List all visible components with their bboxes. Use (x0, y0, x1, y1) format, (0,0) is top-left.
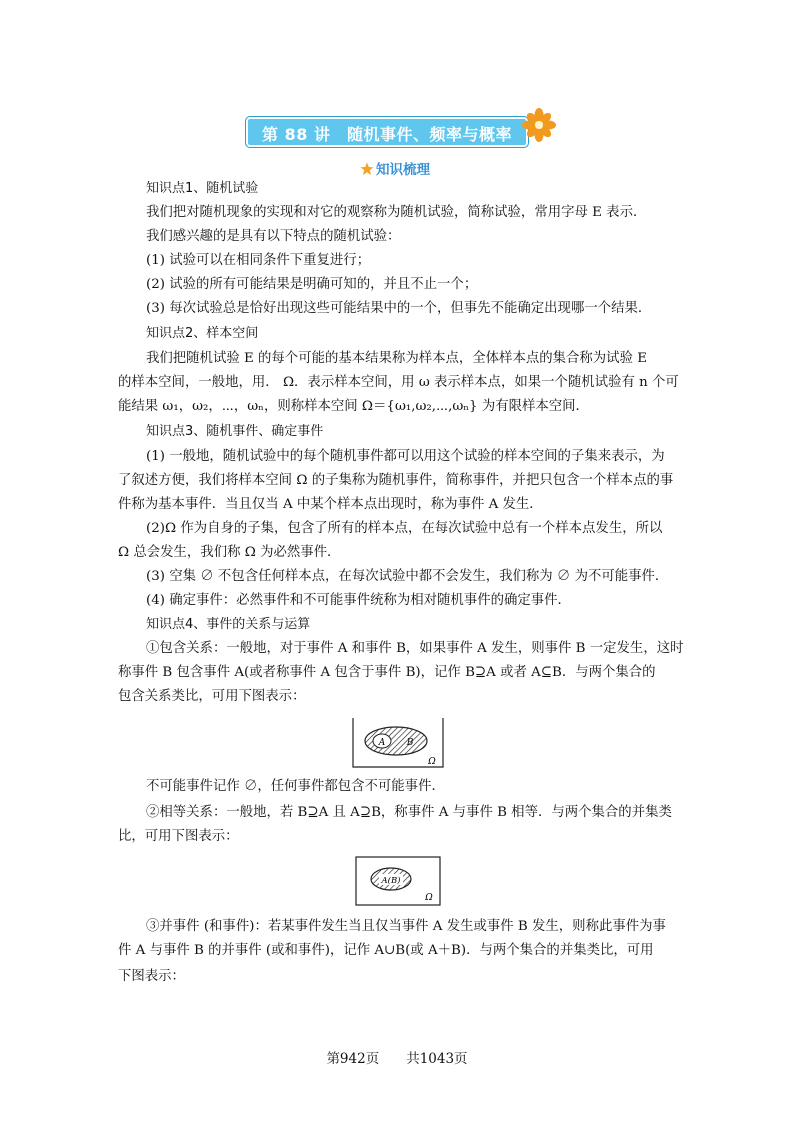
paragraph: 我们感兴趣的是具有以下特点的随机试验： (146, 229, 401, 244)
paragraph: 称事件 B 包含事件 A(或者称事件 A 包含于事件 B)，记作 B⊇A 或者 A⊆B．与两个集合的 (118, 665, 656, 680)
star-icon (360, 162, 374, 176)
paragraph: 了叙述方便，我们将样本空间 Ω 的子集称为随机事件，简称事件，并把只包含一个样本点的事 (118, 473, 674, 488)
paragraph: 件 A 与事件 B 的并事件 (或和事件)，记作 A∪B(或 A＋B)．与两个集合的并集类比，可用 (118, 943, 654, 958)
knowledge-point-4-title: 知识点4、事件的关系与运算 (146, 617, 311, 632)
paragraph: (3) 空集 ∅ 不包含任何样本点，在每次试验中都不会发生，我们称为 ∅ 为不可能事件． (146, 569, 669, 584)
paragraph: 不可能事件记作 ∅，任何事件都包含不可能事件． (146, 779, 445, 794)
paragraph: ②相等关系：一般地，若 B⊇A 且 A⊇B，称事件 A 与事件 B 相等．与两个集合的并集类 (146, 805, 672, 820)
omega-label: Ω (428, 757, 436, 767)
paragraph: Ω 总会发生，我们称 Ω 为必然事件． (118, 545, 341, 560)
lecture-title: 第 88 讲 随机事件、频率与概率 (262, 125, 512, 144)
paragraph: ③并事件 (和事件)：若某事件发生当且仅当事件 A 发生或事件 B 发生，则称此事件为事 (146, 919, 666, 934)
venn-diagram-inclusion (352, 716, 444, 768)
list-item: (3) 每次试验总是恰好出现这些可能结果中的一个，但事先不能确定出现哪一个结果． (146, 301, 652, 316)
paragraph: (4) 确定事件：必然事件和不可能事件统称为相对随机事件的确定事件． (146, 593, 571, 608)
paragraph: 我们把对随机现象的实现和对它的观察称为随机试验，简称试验，常用字母 E 表示． (146, 205, 647, 220)
paragraph: 包含关系类比，可用下图表示： (118, 689, 306, 704)
knowledge-point-1-title: 知识点1、随机试验 (146, 181, 259, 196)
flower-icon (522, 108, 556, 142)
set-a-label: A (378, 738, 386, 748)
paragraph: 我们把随机试验 E 的每个可能的基本结果称为样本点，全体样本点的集合称为试验 E (146, 351, 647, 366)
list-item: (1) 试验可以在相同条件下重复进行； (146, 253, 371, 268)
lecture-title-banner (245, 116, 529, 148)
paragraph: 件称为基本事件．当且仅当 A 中某个样本点出现时，称为事件 A 发生． (118, 497, 543, 512)
omega-label: Ω (425, 893, 433, 903)
paragraph: 比，可用下图表示： (118, 829, 239, 844)
paragraph: 能结果 ω₁，ω₂，⋯，ωₙ，则称样本空间 Ω＝{ω₁,ω₂,⋯,ωₙ} 为有限样本空间． (118, 399, 589, 414)
set-ab-label: A(B) (381, 876, 401, 886)
paragraph: (2)Ω 作为自身的子集，包含了所有的样本点，在每次试验中总有一个样本点发生，所以 (146, 521, 663, 536)
knowledge-point-3-title: 知识点3、随机事件、确定事件 (146, 424, 324, 439)
knowledge-point-2-title: 知识点2、样本空间 (146, 326, 259, 341)
paragraph: 的样本空间，一般地，用． Ω．表示样本空间，用 ω 表示样本点，如果一个随机试验有 n 个可 (118, 375, 679, 390)
section-subheading (360, 158, 430, 178)
list-item: (2) 试验的所有可能结果是明确可知的，并且不止一个； (146, 277, 478, 292)
paragraph: 下图表示： (118, 969, 185, 984)
page-footer: 第942页 共1043页 (326, 1051, 468, 1067)
paragraph: (1) 一般地，随机试验中的每个随机事件都可以用这个试验的样本空间的子集来表示，为 (146, 449, 665, 464)
paragraph: ①包含关系：一般地，对于事件 A 和事件 B，如果事件 A 发生，则事件 B 一定发生，这时 (146, 641, 684, 656)
venn-diagram-equality (355, 856, 441, 906)
subheading-text: 知识梳理 (376, 162, 430, 178)
set-b-label: B (406, 738, 414, 748)
